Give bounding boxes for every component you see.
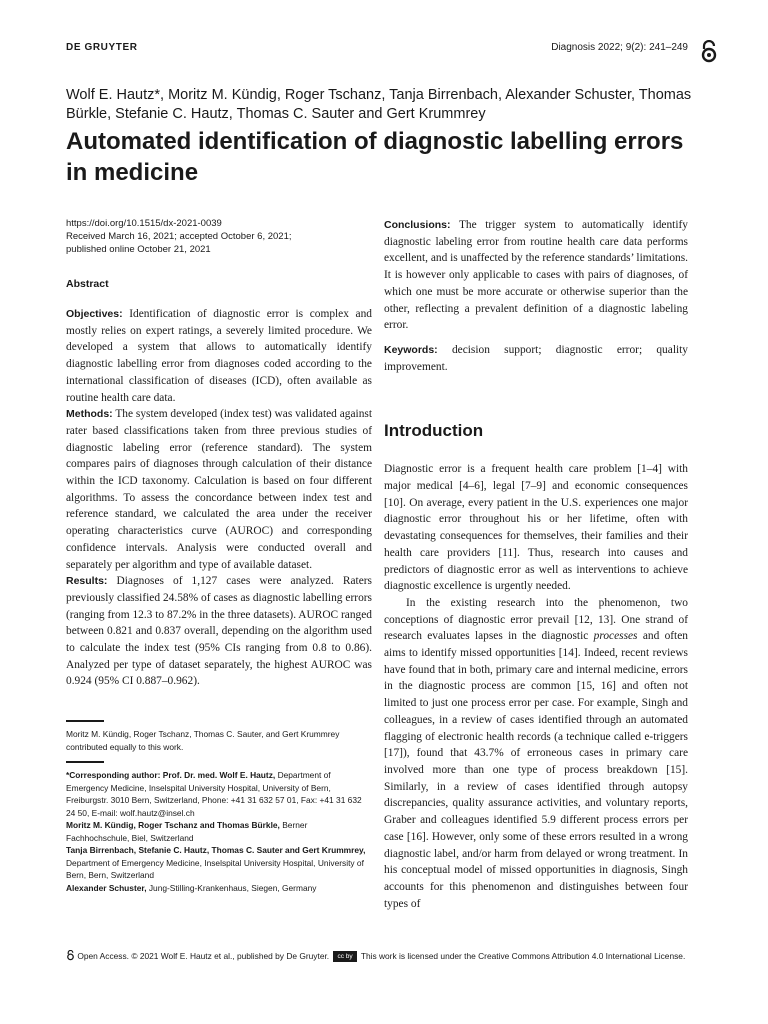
corresponding-author [66,769,372,819]
journal-citation: Diagnosis 2022; 9(2): 241–249 [551,42,688,53]
cc-by-badge[interactable]: cc by [333,951,356,962]
introduction-heading: Introduction [384,421,484,441]
affiliation-2 [66,819,372,844]
open-access-icon [66,950,75,961]
emphasis-processes: processes [593,630,638,643]
equal-contribution-note: Moritz M. Kündig, Roger Tschanz, Thomas C. Sauter, and Gert Krummrey contributed equally to this work. [66,729,340,752]
affiliation-3-institution: Department of Emergency Medicine, Inselspital University Hospital, University of Bern, Bern, Switzerland [66,857,364,881]
open-access-icon [700,40,718,64]
abstract-conclusions [384,217,688,334]
affiliation-3-names: Tanja Birrenbach, Stefanie C. Hautz, Thomas C. Sauter and Gert Krummrey, [66,845,366,856]
affiliation-4-names: Alexander Schuster, [66,882,147,893]
methods-label: Methods: [66,408,113,421]
received-date: Received March 16, 2021; accepted October 6, 2021; [66,231,292,242]
abstract-heading: Abstract [66,278,109,290]
publisher-name: DE GRUYTER [66,42,138,53]
keywords [384,342,688,375]
introduction-paragraph-2-start: In the existing research into the phenomenon, two conceptions of diagnostic error prevail [12, 13]. One strand of research evaluates lapses in the diagnostic [384,596,688,643]
left-column [66,217,372,894]
right-column [384,217,688,912]
corresponding-author-details: Department of Emergency Medicine, Inselspital University Hospital, University of Bern, Freiburgstr. 3010 Bern, Switzerland, Phone: +41 31 632 57 01, Fax: +41 31 632 24 50, E-mail: wolf.hautz@insel.ch [66,770,362,818]
doi-link[interactable]: https://doi.org/10.1515/dx-2021-0039 [66,218,222,229]
abstract-methods [66,406,372,573]
introduction-paragraph-2 [384,595,688,912]
conclusions-label: Conclusions: [384,219,451,231]
abstract-objectives [66,306,372,406]
license-copyright: Open Access. © 2021 Wolf E. Hautz et al., published by De Gruyter. [77,951,330,961]
introduction-paragraph-2-rest: and often aims to identify missed opportunities [14]. Indeed, recent reviews have found that in both, primary care and internal medicine, errors in the diagnostic process are common [15, 16] and often not limited to just one process error per case. For example, Singh and colleagues, in a review of cases identified through an automated flagging of electronic health records (a technique called e-triggers [17]), found that 43.7% of erroneous cases in primary care involved more than one type of process breakdown [15]. Similarly, in a review of cases identified through autopsy discrepancies, quality assurance activities, and voluntary reports, Graber and colleagues identified 5.9 different process errors per case [16]. However, only some of these errors resulted in a wrong diagnostic label, and/or harm from delayed or wrong treatment. In his conceptual model of missed opportunities in diagnosis, Singh accounts for this phenomenon and distinguishes between four types of [384,630,688,910]
results-text: Diagnoses of 1,127 cases were analyzed. Raters previously classified 24.58% of cases as diagnostic labelling errors (ranging from 12.3 to 87.2% in the three datasets). AUROC ranged between 0.821 and 0.837 overall, depending on the algorithm used to calculate the index test (95% CIs ranging from 0.8 to 0.86). Analyzed per type of dataset separately, the highest AUROC was 0.924 (95% CI 0.887–0.962). [66,575,372,688]
footnote-divider [66,761,104,763]
license-text: This work is licensed under the Creative Commons Attribution 4.0 International License. [360,951,686,961]
published-date: published online October 21, 2021 [66,244,211,255]
article-title: Automated identification of diagnostic labelling errors in medicine [66,128,684,186]
results-label: Results: [66,575,108,588]
affiliation-4 [66,882,372,895]
affiliation-2-names: Moritz M. Kündig, Roger Tschanz and Thomas Bürkle, [66,820,280,831]
affiliation-4-institution: Jung-Stilling-Krankenhaus, Siegen, Germany [148,882,317,893]
author-list: Wolf E. Hautz*, Moritz M. Kündig, Roger Tschanz, Tanja Birrenbach, Alexander Schuster, Thomas Bürkle, Stefanie C. Hautz, Thomas C. Sauter and Gert Krummrey [66,87,692,122]
conclusions-text: The trigger system to automatically identify diagnostic labeling error from routine health care data performs excellent, and is unaffected by the reference standards’ limitations. It is however only applicable to cases with pairs of diagnoses, of which one must be more accurate or otherwise superior than the other, reflecting a prevalent definition of a diagnostic labeling error. [384,219,688,332]
license-footer [66,950,706,962]
affiliation-2-institution: Berner Fachhochschule, Biel, Switzerland [66,820,308,843]
keywords-label: Keywords: [384,343,438,356]
objectives-label: Objectives: [66,308,123,320]
affiliation-3 [66,844,372,882]
keywords-text: decision support; diagnostic error; quality improvement. [384,343,689,373]
introduction-paragraph-1: Diagnostic error is a frequent health care problem [1–4] with major medical [4–6], legal [7–9] and economic consequences [10]. On average, every patient in the U.S. experiences one major diagnostic error throughout his or her lifetime, often with devastating consequences for themselves, their families and their health care providers [11]. Thus, research into causes and predictors of diagnostic error as well as interventions to achieve diagnostic excellence is urgently needed. [384,463,688,593]
corresponding-author-label: *Corresponding author: Prof. Dr. med. Wolf E. Hautz, [66,770,276,781]
objectives-text: Identification of diagnostic error is complex and mostly relies on expert ratings, a severely limited procedure. We developed a system that allows to automatically identify diagnostic labelling error from diagnoses coded according to the international classification of diseases (ICD), often available as routine health care data. [66,308,372,404]
methods-text: The system developed (index test) was validated against rater based classifications taken from three previous studies of diagnostic labeling error (reference standard). The system compares pairs of diagnoses through calculation of their distance within the ICD taxonomy. Calculation is based on four different algorithms. To assess the concordance between index test and reference standard, we calculated the area under the receiver operating characteristics curve (AUROC) and corresponding confidence intervals. Analysis were conducted overall and separately per algorithm and type of available dataset. [66,408,372,571]
article-meta [66,217,372,256]
abstract-results [66,573,372,690]
footnote-divider [66,720,104,722]
